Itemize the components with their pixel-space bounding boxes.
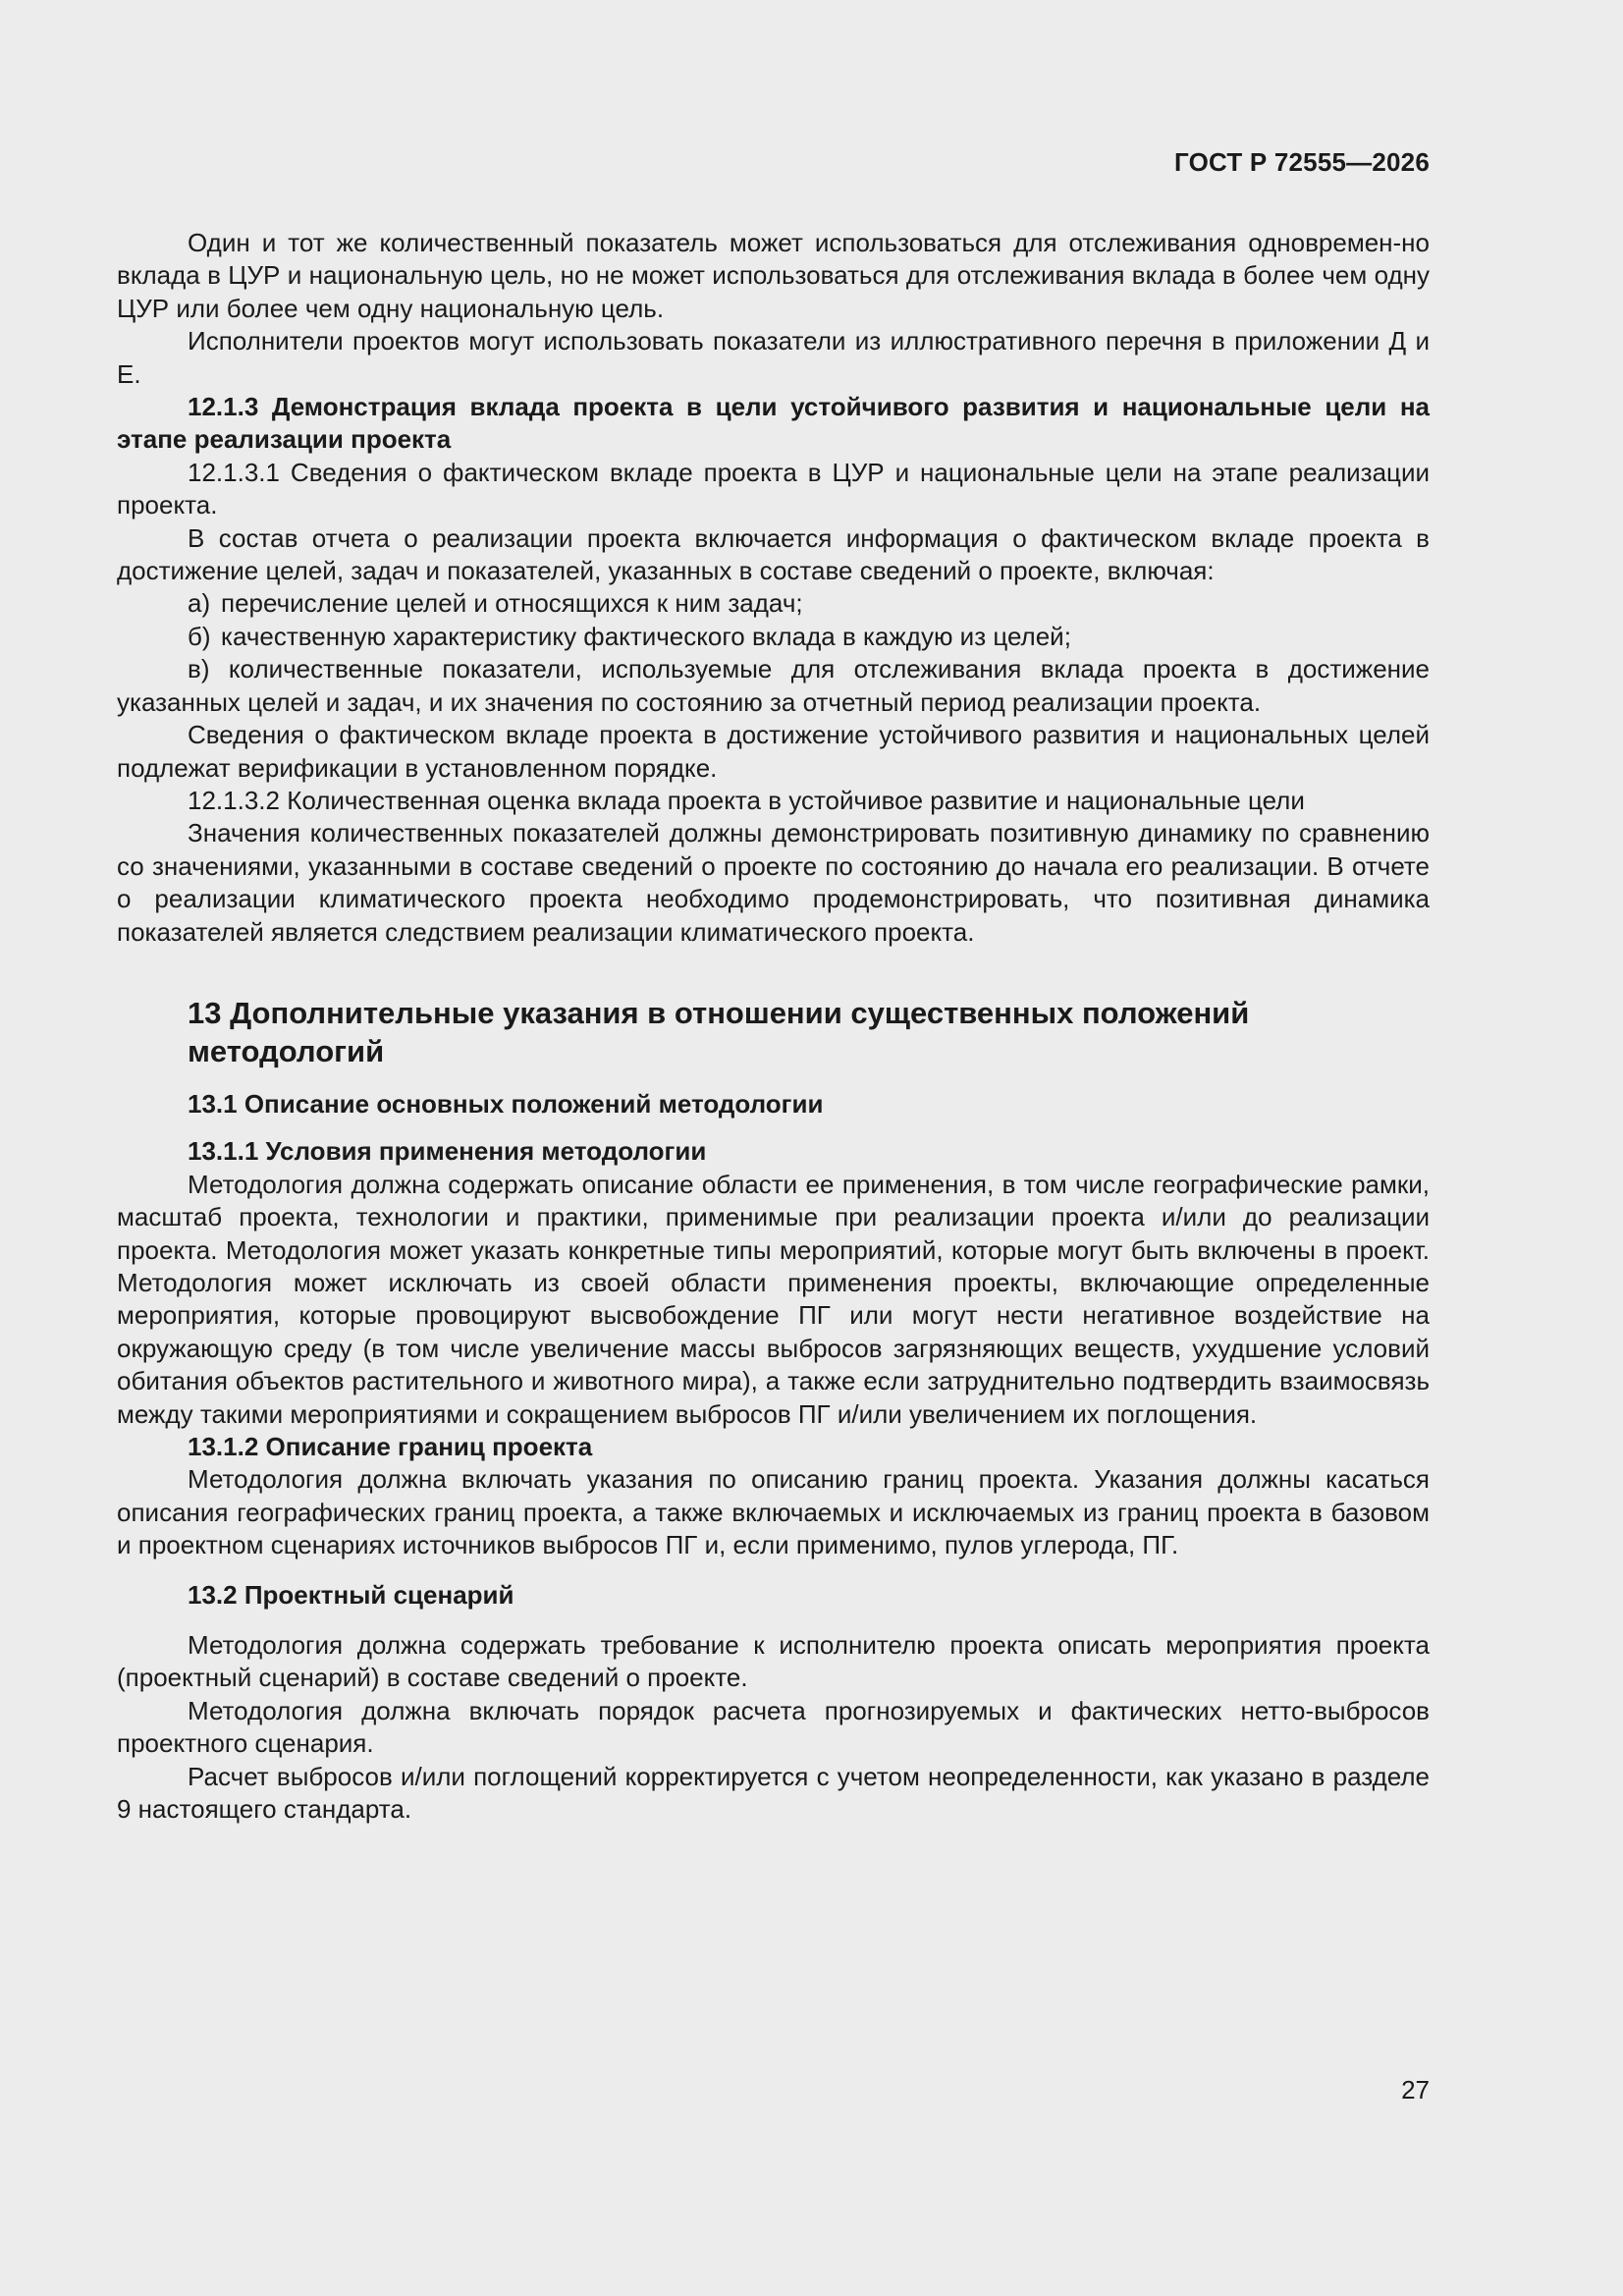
paragraph: Один и тот же количественный показатель может использоваться для отслеживания одновремен-но вклада в ЦУР и национальную цель, но не может использоваться для отслеживания вклада в более чем одну ЦУР или более чем одну национальную цель. — [117, 228, 1430, 323]
list-item — [117, 587, 1430, 620]
subsection-heading-13-1-1: 13.1.1 Условия применения методологии — [188, 1136, 707, 1167]
list-item-text: качественную характеристику фактического вклада в каждую из целей; — [221, 621, 1071, 651]
list-item: в) количественные показатели, используемые для отслеживания вклада проекта в достижение указанных целей и задач, и их значения по состоянию за отчетный период реализации проекта. — [117, 654, 1430, 717]
paragraph: 12.1.3.1 Сведения о фактическом вкладе проекта в ЦУР и национальные цели на этапе реализации проекта. — [117, 457, 1430, 520]
paragraph: В состав отчета о реализации проекта включается информация о фактическом вкладе проекта в достижение целей, задач и показателей, указанных в составе сведений о проекте, включая: — [117, 522, 1430, 586]
paragraph: Методология должна включать порядок расчета прогнозируемых и фактических нетто-выбросов проектного сценария. — [117, 1695, 1430, 1759]
list-marker: а) — [188, 588, 211, 619]
paragraph: Методология должна содержать требование к исполнителю проекта описать мероприятия проекта (проектный сценарий) в составе сведений о проекте. — [117, 1630, 1430, 1693]
section-heading-13: 13 Дополнительные указания в отношении существенных положений методологий — [188, 995, 1250, 1068]
paragraph: Методология должна включать указания по описанию границ проекта. Указания должны касаться описания географических границ проекта, а также включаемых и исключаемых из границ проекта в базовом и проектном сценариях источников выбросов ПГ и, если применимо, пулов углерода, ПГ. — [117, 1464, 1430, 1560]
list-item-text: перечисление целей и относящихся к ним задач; — [221, 588, 803, 619]
paragraph: Расчет выбросов и/или поглощений корректируется с учетом неопределенности, как указано в разделе 9 настоящего стандарта. — [117, 1761, 1430, 1825]
document-header: ГОСТ Р 72555—2026 — [1174, 147, 1430, 177]
paragraph: 12.1.3.2 Количественная оценка вклада проекта в устойчивое развитие и национальные цели — [188, 785, 1305, 815]
subsection-heading-12-1-3: 12.1.3 Демонстрация вклада проекта в цели устойчивого развития и национальные цели на этапе реализации проекта — [117, 392, 1430, 455]
subsection-heading-13-2: 13.2 Проектный сценарий — [188, 1579, 514, 1610]
list-marker: б) — [188, 621, 211, 651]
paragraph: Методология должна содержать описание области ее применения, в том числе географические рамки, масштаб проекта, технологии и практики, применимые при реализации проекта и/или до реализации проекта. Методология может указать конкретные типы мероприятий, которые могут быть включены в проект. Методология может исключать из своей области применения проекты, включающие определенные мероприятия, которые провоцируют высвобождение ПГ или могут нести негативное воздействие на окружающую среду (в том числе увеличение массы выбросов загрязняющих веществ, ухудшение условий обитания объектов растительного и животного мира), а также если затруднительно подтвердить взаимосвязь между такими мероприятиями и сокращением выбросов ПГ и/или увеличением их поглощения. — [117, 1169, 1430, 1429]
paragraph: Исполнители проектов могут использовать показатели из иллюстративного перечня в приложении Д и Е. — [117, 326, 1430, 389]
page-number: 27 — [1401, 2075, 1430, 2105]
list-item — [117, 621, 1430, 653]
document-body — [117, 227, 1430, 1826]
subsection-heading-13-1-2: 13.1.2 Описание границ проекта — [188, 1432, 593, 1461]
paragraph: Сведения о фактическом вкладе проекта в достижение устойчивого развития и национальных целей подлежат верификации в установленном порядке. — [117, 720, 1430, 783]
paragraph: Значения количественных показателей должны демонстрировать позитивную динамику по сравнению со значениями, указанными в составе сведений о проекте по состоянию до начала его реализации. В отчете о реализации климатического проекта необходимо продемонстрировать, что позитивная динамика показателей является следствием реализации климатического проекта. — [117, 818, 1430, 947]
subsection-heading-13-1: 13.1 Описание основных положений методологии — [188, 1088, 824, 1119]
